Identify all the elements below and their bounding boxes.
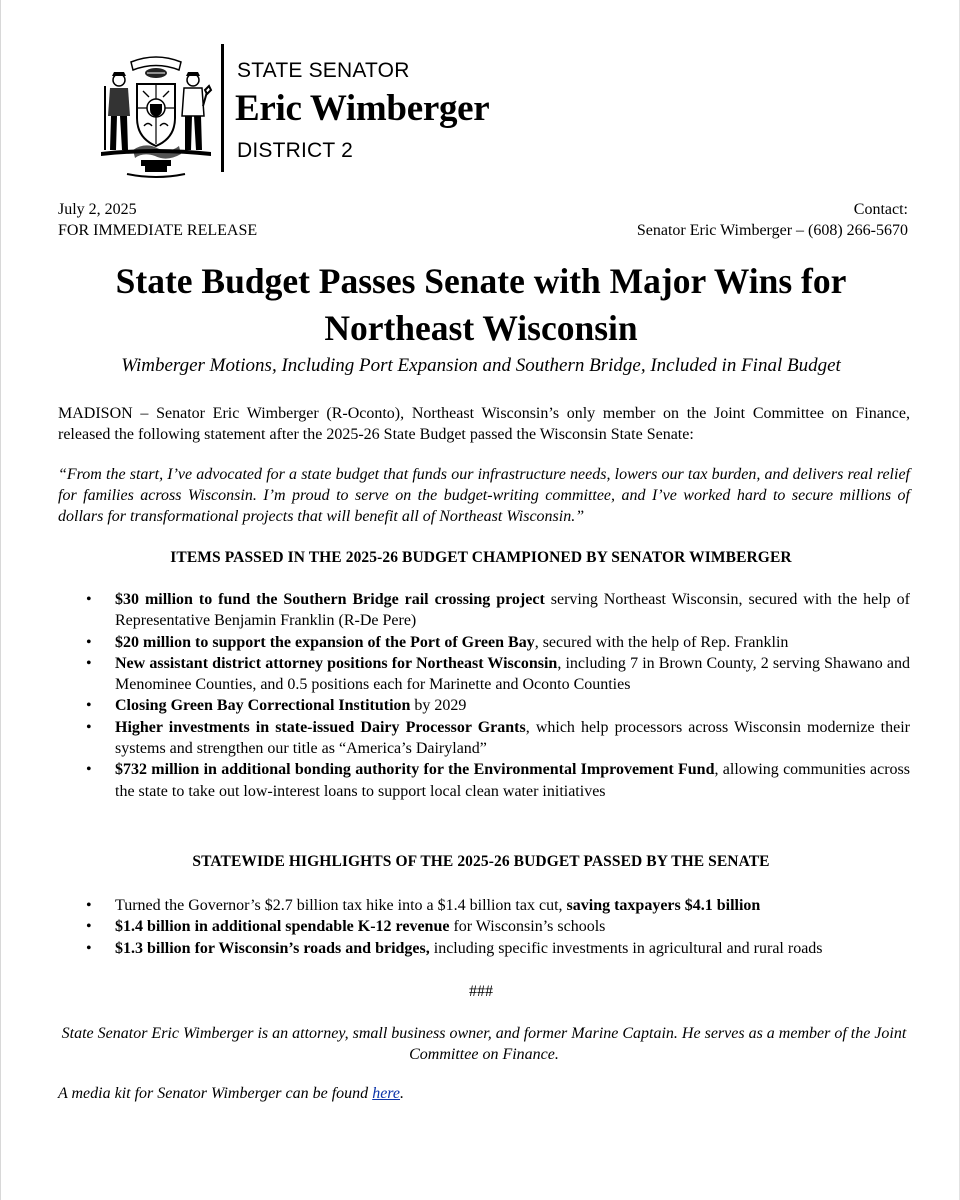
list-item: • Higher investments in state-issued Dairy Processor Grants, which help processors across Wisconsin modernize their systems and strengthen our title as “America’s Dairyland” bbox=[58, 717, 910, 760]
contact-info: Senator Eric Wimberger – (608) 266-5670 bbox=[636, 222, 908, 239]
end-mark: ### bbox=[469, 983, 493, 1000]
headline-line-1: State Budget Passes Senate with Major Wins for bbox=[115, 261, 847, 301]
contact-block bbox=[637, 199, 908, 241]
header-vertical-rule bbox=[221, 44, 224, 172]
release-meta bbox=[58, 199, 257, 241]
wisconsin-seal-logo bbox=[97, 46, 215, 178]
list-item: • New assistant district attorney positions for Northeast Wisconsin, including 7 in Brown County, 2 serving Shawano and Menominee Counties, and 0.5 positions each for Marinette and Oconto Counties bbox=[58, 653, 910, 696]
release-date: July 2, 2025 bbox=[58, 201, 137, 218]
championed-items-list bbox=[58, 589, 910, 802]
subheadline: Wimberger Motions, Including Port Expansion and Southern Bridge, Included in Final Budget bbox=[121, 355, 841, 376]
headline bbox=[41, 258, 921, 352]
section-heading-championed: ITEMS PASSED IN THE 2025-26 BUDGET CHAMPIONED BY SENATOR WIMBERGER bbox=[170, 549, 792, 566]
intro-paragraph: MADISON – Senator Eric Wimberger (R-Oconto), Northeast Wisconsin’s only member on the Joint Committee on Finance, released the following statement after the 2025-26 State Budget passed the Wisconsin State Senate: bbox=[58, 405, 910, 443]
list-item: • $1.3 billion for Wisconsin’s roads and bridges, including specific investments in agricultural and rural roads bbox=[58, 938, 910, 959]
contact-label: Contact: bbox=[853, 201, 908, 218]
list-item: • $20 million to support the expansion of the Port of Green Bay, secured with the help of Rep. Franklin bbox=[58, 632, 910, 653]
headline-line-2: Northeast Wisconsin bbox=[324, 308, 638, 348]
header-title: STATE SENATOR bbox=[237, 59, 410, 82]
list-item: • $1.4 billion in additional spendable K-12 revenue for Wisconsin’s schools bbox=[58, 916, 910, 937]
section-heading-statewide: STATEWIDE HIGHLIGHTS OF THE 2025-26 BUDGET PASSED BY THE SENATE bbox=[192, 853, 770, 870]
list-item: • $30 million to fund the Southern Bridge rail crossing project serving Northeast Wisconsin, secured with the help of Representative Benjamin Franklin (R-De Pere) bbox=[58, 589, 910, 632]
statewide-items-list bbox=[58, 895, 910, 959]
list-item: • $732 million in additional bonding authority for the Environmental Improvement Fund, allowing communities across the state to take out low-interest loans to support local clean water initiatives bbox=[58, 759, 910, 802]
senator-bio: State Senator Eric Wimberger is an attorney, small business owner, and former Marine Captain. He serves as a member of the Joint Committee on Finance. bbox=[61, 1025, 907, 1063]
media-kit-link[interactable]: here bbox=[372, 1085, 401, 1102]
header-district: DISTRICT 2 bbox=[237, 139, 353, 162]
release-status: FOR IMMEDIATE RELEASE bbox=[58, 222, 258, 239]
senator-quote: “From the start, I’ve advocated for a state budget that funds our infrastructure needs, lowers our tax burden, and delivers real relief for families across Wisconsin. I’m proud to serve on the budget-writing committee, and I’ve worked hard to secure millions of dollars for transformational projects that will benefit all of Northeast Wisconsin.” bbox=[58, 466, 910, 525]
media-kit-line: A media kit for Senator Wimberger can be found here. bbox=[58, 1085, 405, 1102]
senator-name: Eric Wimberger bbox=[235, 88, 490, 129]
list-item: • Closing Green Bay Correctional Institution by 2029 bbox=[58, 695, 910, 716]
list-item: • Turned the Governor’s $2.7 billion tax hike into a $1.4 billion tax cut, saving taxpayers $4.1 billion bbox=[58, 895, 910, 916]
